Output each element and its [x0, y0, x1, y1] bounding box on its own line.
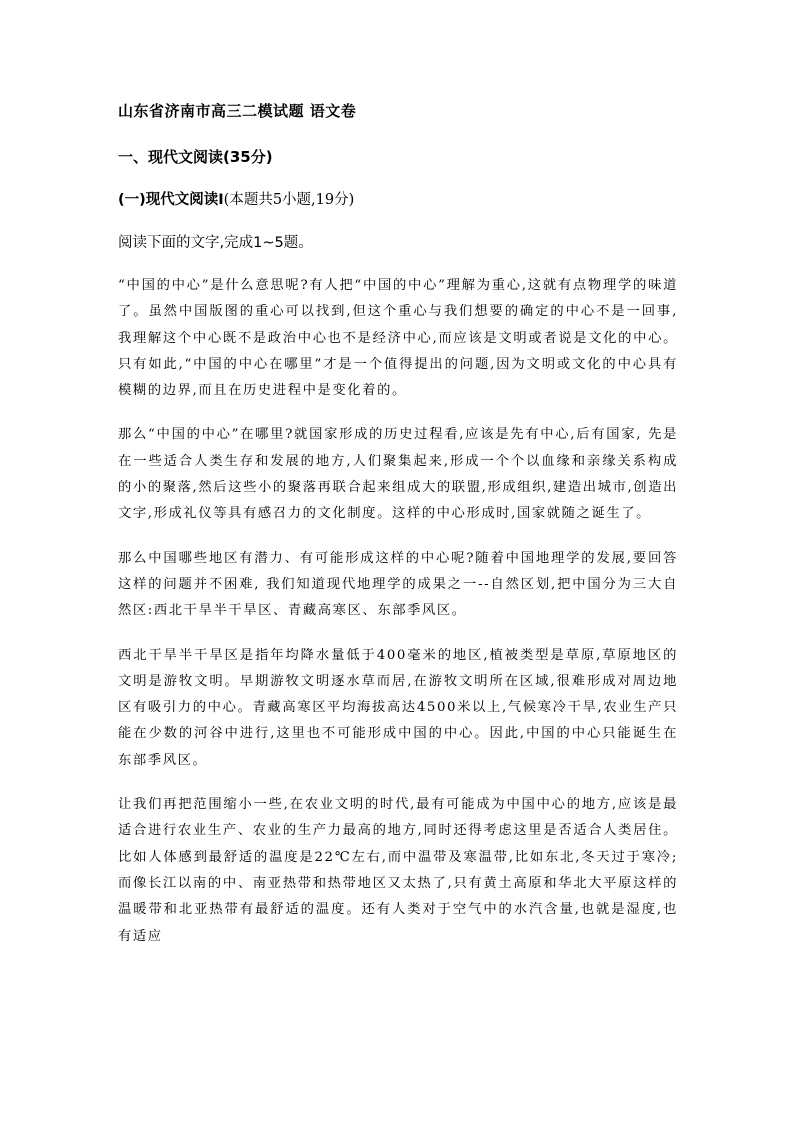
section-heading: 一、现代文阅读(35分)	[118, 148, 273, 166]
paragraph: 那么“中国的中心”在哪里?就国家形成的历史过程看,应该是先有中心,后有国家, 先是在一些适合人类生存和发展的地方,人们聚集起来,形成一个个以血缘和亲缘关系构成的小的聚落,然后这些小的聚落再联合起来组成大的联盟,形成组织,建造出城市,创造出文字,形成礼仪等具有感召力的文化制度。这样的中心形成时,国家就随之诞生了。	[118, 427, 678, 522]
subsection-heading	[118, 187, 678, 213]
paragraph: “中国的中心”是什么意思呢?有人把“中国的中心”理解为重心,这就有点物理学的味道了。虽然中国版图的重心可以找到,但这个重心与我们想要的确定的中心不是一回事,我理解这个中心既不是政治中心也不是经济中心,而应该是文明或者说是文化的中心。只有如此,“中国的中心在哪里”才是一个值得提出的问题,因为文明或文化的中心具有模糊的边界,而且在历史进程中是变化着的。	[118, 278, 678, 399]
subsection-heading-note: (本题共5小题,19分)	[223, 192, 355, 208]
document-title: 山东省济南市高三二模试题 语文卷	[118, 102, 357, 120]
paragraph: 让我们再把范围缩小一些,在农业文明的时代,最有可能成为中国中心的地方,应该是最适合进行农业生产、农业的生产力最高的地方,同时还得考虑这里是否适合人类居住。比如人体感到最舒适的温度是22℃左右,而中温带及寒温带,比如东北,冬天过于寒冷;而像长江以南的中、南亚热带和热带地区又太热了,只有黄土高原和华北大平原这样的温暖带和北亚热带有最舒适的温度。还有人类对于空气中的水汽含量,也就是湿度,也有适应	[118, 797, 678, 944]
document-body	[118, 98, 678, 968]
paragraph: 西北干旱半干旱区是指年均降水量低于400毫米的地区,植被类型是草原,草原地区的文明是游牧文明。早期游牧文明逐水草而居,在游牧文明所在区域,很难形成对周边地区有吸引力的中心。青藏高寒区平均海拔高达4500米以上,气候寒冷干旱,农业生产只能在少数的河谷中进行,这里也不可能形成中国的中心。因此,中国的中心只能诞生在东部季风区。	[118, 647, 678, 768]
subsection-heading-label: (一)现代文阅读Ⅰ	[118, 192, 224, 208]
paragraph: 那么中国哪些地区有潜力、有可能形成这样的中心呢?随着中国地理学的发展,要回答这样的问题并不困难, 我们知道现代地理学的成果之一--自然区划,把中国分为三大自然区:西北干旱半干旱区、青藏高寒区、东部季风区。	[118, 550, 678, 619]
reading-instruction: 阅读下面的文字,完成1~5题。	[118, 235, 313, 251]
